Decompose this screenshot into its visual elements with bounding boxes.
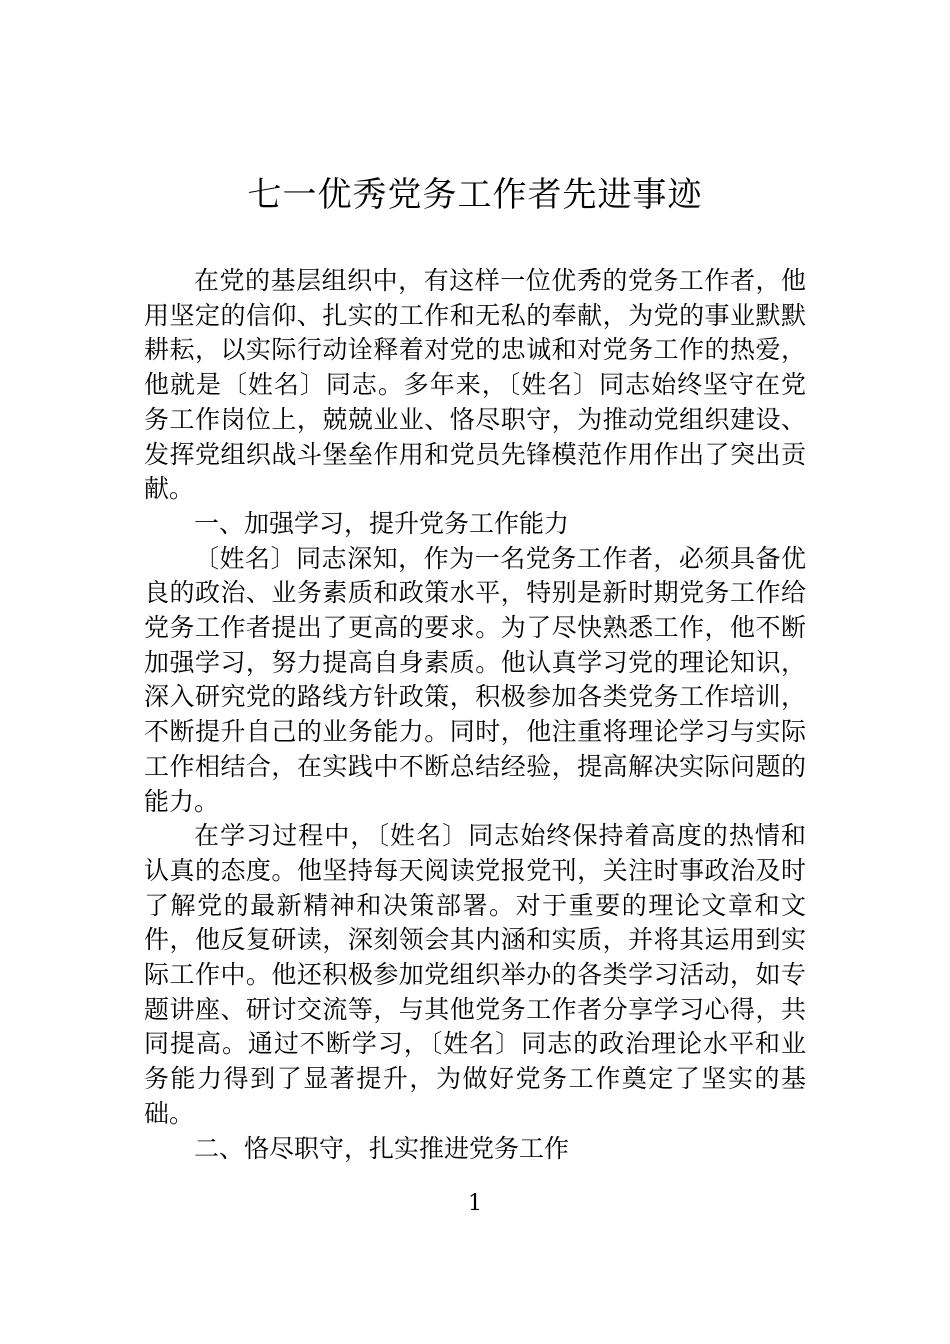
document-title: 七一优秀党务工作者先进事迹 [247, 175, 703, 215]
page-number: 1 [468, 1191, 482, 1216]
paragraph-section1-a: 〔姓名〕同志深知，作为一名党务工作者，必须具备优良的政治、业务素质和政策水平，特别是新时期党务工作给党务工作者提出了更高的要求。为了尽快熟悉工作，他不断加强学习，努力提高自身素质。他认真学习党的理论知识，深入研究党的路线方针政策，积极参加各类党务工作培训，不断提升自己的业务能力。同时，他注重将理论学习与实际工作相结合，在实践中不断总结经验，提高解决实际问题的能力。 [144, 543, 806, 816]
section-heading-1: 一、加强学习，提升党务工作能力 [194, 508, 570, 538]
document-body [144, 264, 806, 1166]
section-heading-2: 二、恪尽职守，扎实推进党务工作 [194, 1133, 570, 1163]
paragraph-intro: 在党的基层组织中，有这样一位优秀的党务工作者，他用坚定的信仰、扎实的工作和无私的奉献，为党的事业默默耕耘，以实际行动诠释着对党的忠诚和对党务工作的热爱，他就是〔姓名〕同志。多年来，〔姓名〕同志始终坚守在党务工作岗位上，兢兢业业、恪尽职守，为推动党组织建设、发挥党组织战斗堡垒作用和党员先锋模范作用作出了突出贡献。 [144, 266, 806, 504]
paragraph-section1-b: 在学习过程中，〔姓名〕同志始终保持着高度的热情和认真的态度。他坚持每天阅读党报党刊，关注时事政治及时了解党的最新精神和决策部署。对于重要的理论文章和文件，他反复研读，深刻领会其内涵和实质，并将其运用到实际工作中。他还积极参加党组织举办的各类学习活动，如专题讲座、研讨交流等，与其他党务工作者分享学习心得，共同提高。通过不断学习，〔姓名〕同志的政治理论水平和业务能力得到了显著提升，为做好党务工作奠定了坚实的基础。 [144, 821, 806, 1128]
